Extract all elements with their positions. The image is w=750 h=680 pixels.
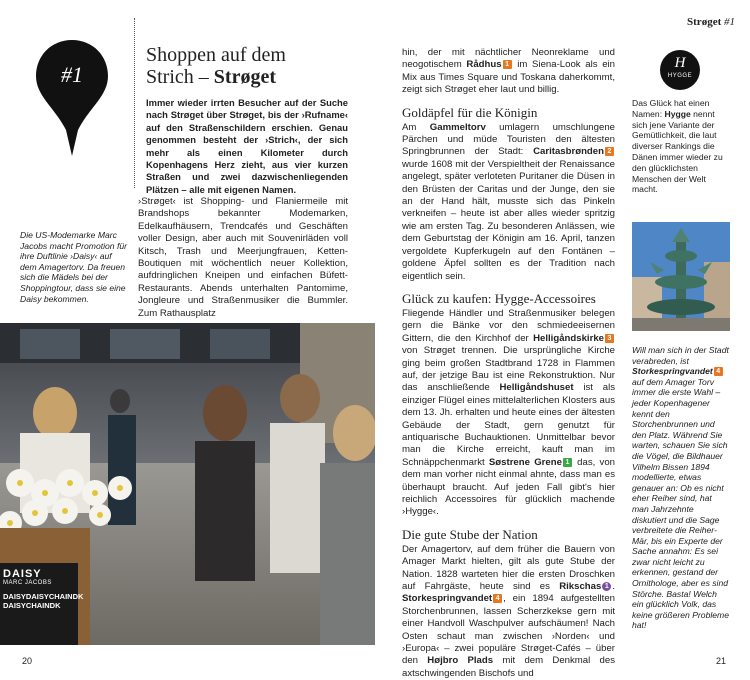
lead-paragraph: Immer wieder irrten Besucher auf der Suche nach Strøget über Strøget, bis der ›Rufname‹ auf den Straßenschildern erschien. Genau genommen besteht der ›Strich‹, der sich mehr als einen Kilometer durch Kopenhagens Herz zieht, aus vier kurzen Straßen und zwei dazwischenliegenden Plätzen – alle mit eigenen Namen. xyxy=(146,97,348,195)
hygge-badge-word: HYGGE xyxy=(667,73,693,79)
heading-hygge: Glück zu kaufen: Hygge-Accessoires xyxy=(402,290,596,306)
photo-caption-right: Will man sich in der Stadt verabreden, ist Storkespringvandet 4 auf dem Amager Torv immer die erste Wahl – jeder Kopenhagener kennt den Storchenbrunnen und den Platz. Während Sie warten, schauen Sie sich die Vögel, die Bildhauer Vilhelm Bissen 1894 modellierte, etwas genauer an: Ob es nicht eher Reiher sind, hat man Jahrzehnte diskutiert und die Sage verbreitete die Reiher-Mär, bis ein Experte der Sache annahm: Es sei zwar nicht leicht zu erkennen, gestand der Ornithologe, aber es sind Störche. Basta! Welch ein glücklich Volk, das keine größeren Probleme hat! xyxy=(632,345,729,631)
hygge-sidebar-text: Das Glück hat einen Namen: Hygge nennt sich jene Variante der Gemütlichkeit, die laut diverser Rankings die Dänen immer wieder zu den glücklichsten Menschen der Welt macht. xyxy=(632,98,723,195)
title-line-1: Shoppen auf dem xyxy=(146,44,286,66)
page-title xyxy=(146,44,366,88)
page-number-left: 20 xyxy=(22,656,33,666)
col2-p1: Am Gammeltorv umlagern umschlungene Pärchen und müde Touristen den ältesten Springbrunnen der Stadt: Caritasbrønden 2 wurde 1608 mit der Verspieltheit der Renaissance angelegt, später verloteten Puritaner die Düsen in den Brüsten der Caritas und der Junge, den sie an der Hand hält, musste sich das Pinkeln verkneifen – heute ist aber alles wieder spritzig wie am ersten Tag. Zu besonderen Anlässen, wie dem Geburtstag der Königin am 16. April, tanzen vergoldete Kupferkugeln auf den Fontänen – goldene Äpfel sollten es der Tradition nach eigentlich sein. xyxy=(402,121,615,282)
page-number-right: 21 xyxy=(716,656,727,666)
col2-p2: Fliegende Händler und Straßenmusiker belegen gern die Bänke vor den schmiedeeisernen Gittern, die den Kirchhof der Helligåndskirke 3 von Strøget trennen. Die ursprüngliche Kirche ging beim großen Stadtbrand 1728 in Flammen auf, der jetzige Bau ist eine Rekonstruktion. Nur das anschließende Helligåndshuset ist als einziger Flügel eines mittelalterlichen Klosters aus dem 13. Jh. erhalten und heute eines der ältesten Gebäude der Stadt, gern genutzt für antiquarische Buchauktionen. Unmittelbar bevor man die Kirche erreicht, kauft man im Schnäppchenmarkt Søstrene Grene 1 das, von dem man vorher nicht einmal ahnte, dass man es überhaupt braucht. Auf jeden Fall gibt's hier reichlich Accessoires für glücklich machende ›Hygge‹. xyxy=(402,307,616,518)
body-column-2 xyxy=(402,47,615,680)
street-photo xyxy=(0,323,375,645)
heading-goldaepfel: Goldäpfel für die Königin xyxy=(402,104,538,120)
title-line-2 xyxy=(146,66,366,88)
photo-sign xyxy=(3,568,84,610)
sign-line-2: MARC JACOBS xyxy=(3,580,52,586)
pin-label: #1 xyxy=(61,62,83,87)
heading-gute-stube: Die gute Stube der Nation xyxy=(402,526,538,542)
running-header-num: #1 xyxy=(724,16,735,28)
sign-line-1: DAISY xyxy=(3,568,42,580)
title-line-2-b: Strøget xyxy=(213,66,276,88)
running-header xyxy=(645,16,735,28)
fountain-photo xyxy=(632,222,730,331)
hygge-badge-icon xyxy=(660,50,700,90)
sign-line-3: DAISYDAISYCHAINDK xyxy=(3,592,84,601)
photo-caption-left: Die US-Modemarke Marc Jacobs macht Promotion für ihre Duftlinie ›Daisy‹ auf dem Amagertorv. Da freuen sich die Mädels bei der Shoppingtour, dass sie eine Daisy bekommen. xyxy=(20,230,127,304)
col2-p3: Der Amagertorv, auf dem früher die Bauern von Amager Markt hielten, gilt als gute Stube der Nation. 1828 warteten hier die ersten Droschken auf Fahrgäste, heute sind es Rikschas 1 . Storkespringvandet 4 , ein 1894 aufgestellten Storchenbrunnen, lassen Scherzkekse gern mit einer Handvoll Waschpulver aufschäumen! Nach Osten schaut man zwischen ›Norden‹ und ›Europa‹ – zwei populäre Strøget-Cafés – über den Højbro Plads mit dem Denkmal des axtschwingenden Bischofs und xyxy=(402,543,615,679)
running-header-title: Strøget xyxy=(687,16,722,28)
hygge-badge-letter: H xyxy=(674,55,686,71)
body-column-1: ›Strøget‹ ist Shopping- und Flaniermeile mit Brandshops bekannter Modemarken, Edelkaufhäusern, Trendcafés und Geschäften voller Design, aber auch mit Souvenirläden voll Kitsch, Trash und Meerjungfrauen, Ketten-Boutiquen mit wöchentlich neuer Kollektion, aufdringlichen Kneipen und einfachen Büfett-Restaurants. Abends unterhalten Pantomime, Jongleure und Straßenmusiker die Bummler. Zum Rathausplatz xyxy=(138,196,348,319)
title-line-2-a: Strich – xyxy=(146,66,214,88)
col2-intro: hin, der mit nächtlicher Neonreklame und neogotischem Rådhus 1 im Siena-Look als ein Mix aus Times Square und Toskana daherkommt, zeigt sich Strøget eher laut und billig. xyxy=(402,47,615,96)
location-pin-icon xyxy=(33,38,111,158)
dotted-divider xyxy=(134,18,135,188)
sign-line-4: DAISYCHAINDK xyxy=(3,601,61,610)
